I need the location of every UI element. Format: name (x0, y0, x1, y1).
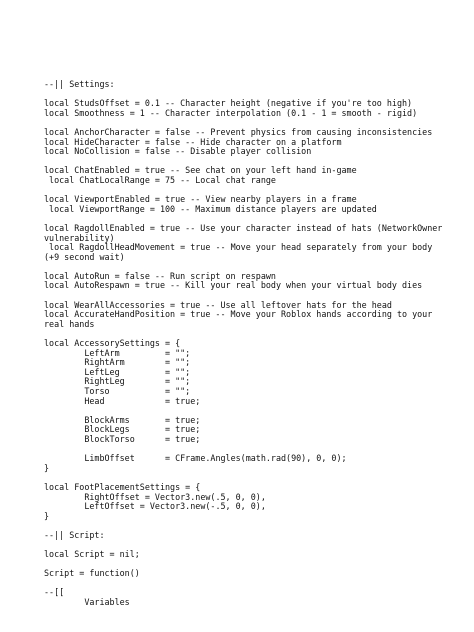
code-line: LeftLeg = ""; (44, 366, 191, 377)
code-line: local AccurateHandPosition = true -- Move your Roblox hands according to your real hands (44, 309, 438, 329)
code-line: } (44, 462, 50, 473)
code-line: RightArm = ""; (44, 357, 191, 368)
code-line: local WearAllAccessories = true -- Use all leftover hats for the head (44, 299, 392, 310)
code-line: local RagdollHeadMovement = true -- Move your head separately from your body (+9 second wait) (44, 242, 438, 262)
code-line: BlockTorso = true; (44, 433, 201, 444)
code-line (44, 579, 444, 589)
code-line: local FootPlacementSettings = { (44, 481, 201, 492)
code-line: Head = true; (44, 395, 201, 406)
code-line: --|| Settings: (44, 79, 115, 89)
code-line: LeftOffset = Vector3.new(-.5, 0, 0), (44, 501, 266, 512)
document-body (44, 79, 448, 608)
code-line: local NoCollision = false -- Disable player collision (44, 146, 312, 157)
code-line: LimbOffset = CFrame.Angles(math.rad(90), 0, 0); (44, 453, 347, 464)
code-line: local AutoRespawn = true -- Kill your real body when your virtual body dies (44, 280, 423, 291)
code-line: BlockLegs = true; (44, 424, 201, 435)
code-line: LeftArm = ""; (44, 347, 191, 358)
code-line: --[[ (44, 587, 65, 598)
code-line: local AutoRun = false -- Run script on respawn (44, 270, 276, 281)
code-line: Torso = ""; (44, 386, 191, 396)
code-line: RightOffset = Vector3.new(.5, 0, 0), (44, 491, 266, 502)
code-line: local ChatEnabled = true -- See chat on your left hand in-game (44, 165, 357, 176)
code-line: Variables (44, 597, 130, 608)
code-line: local StudsOffset = 0.1 -- Character height (negative if you're too high) (44, 98, 413, 109)
code-line: local ViewportRange = 100 -- Maximum distance players are updated (44, 203, 377, 214)
code-line: local HideCharacter = false -- Hide character on a platform (44, 136, 342, 147)
code-line: local Script = nil; (44, 549, 140, 560)
code-line: local AccessorySettings = { (44, 338, 181, 349)
code-line: local RagdollEnabled = true -- Use your character instead of hats (NetworkOwner vulnerability) (44, 222, 448, 243)
code-line: local ChatLocalRange = 75 -- Local chat range (44, 174, 276, 185)
code-line: local Smoothness = 1 -- Character interpolation (0.1 - 1 = smooth - rigid) (44, 107, 418, 118)
code-line: local AnchorCharacter = false -- Prevent physics from causing inconsistencies (44, 126, 433, 137)
code-line: RightLeg = ""; (44, 376, 191, 387)
code-line: local ViewportEnabled = true -- View nearby players in a frame (44, 194, 357, 205)
code-line: BlockArms = true; (44, 414, 201, 425)
code-line: Script = function() (44, 568, 140, 579)
code-line: } (44, 510, 50, 521)
code-line: --|| Script: (44, 529, 105, 540)
